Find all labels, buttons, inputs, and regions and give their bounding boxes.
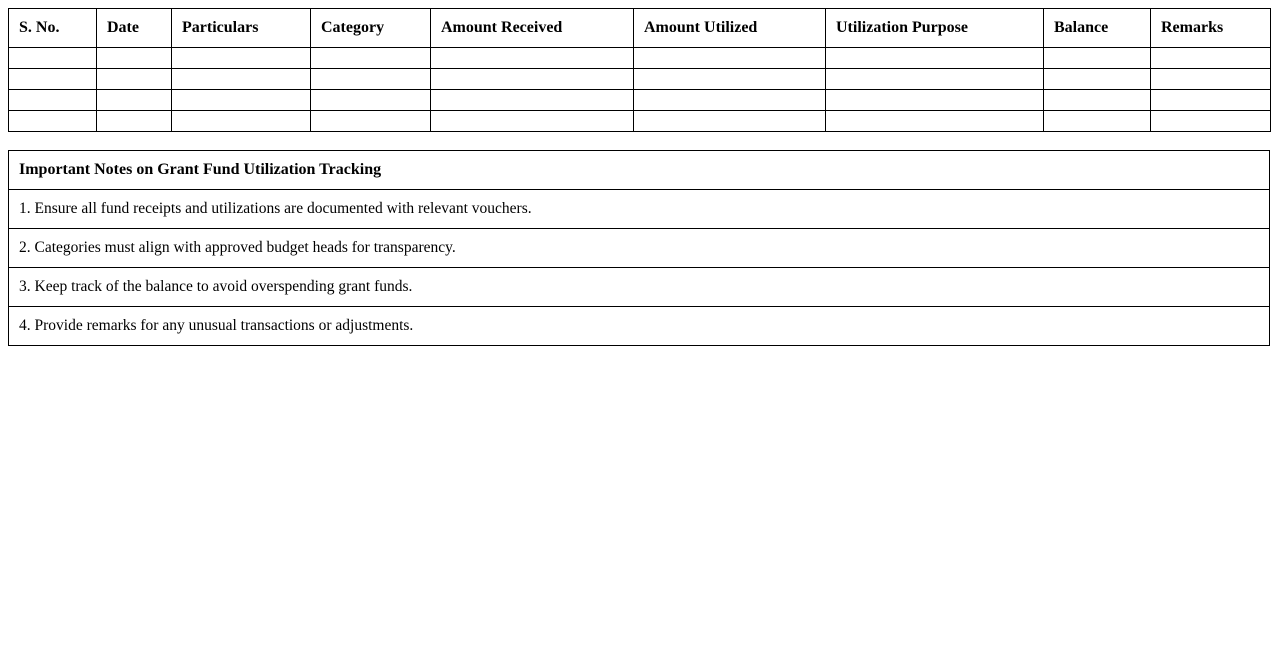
column-header-s-no: S. No. bbox=[9, 9, 97, 48]
table-cell bbox=[172, 90, 311, 111]
table-row bbox=[9, 111, 1271, 132]
table-cell bbox=[97, 69, 172, 90]
column-header-category: Category bbox=[311, 9, 431, 48]
note-item: 1. Ensure all fund receipts and utilizations are documented with relevant vouchers. bbox=[9, 190, 1270, 229]
table-cell bbox=[634, 69, 826, 90]
table-cell bbox=[431, 48, 634, 69]
table-cell bbox=[9, 90, 97, 111]
table-row bbox=[9, 69, 1271, 90]
table-cell bbox=[172, 48, 311, 69]
table-cell bbox=[826, 90, 1044, 111]
table-cell bbox=[9, 69, 97, 90]
table-cell bbox=[431, 90, 634, 111]
table-cell bbox=[826, 69, 1044, 90]
table-cell bbox=[1044, 69, 1151, 90]
table-cell bbox=[1151, 69, 1271, 90]
table-cell bbox=[634, 90, 826, 111]
table-cell bbox=[1151, 48, 1271, 69]
note-item: 2. Categories must align with approved budget heads for transparency. bbox=[9, 229, 1270, 268]
table-cell bbox=[9, 48, 97, 69]
table-cell bbox=[826, 111, 1044, 132]
table-cell bbox=[311, 48, 431, 69]
column-header-amount-received: Amount Received bbox=[431, 9, 634, 48]
table-cell bbox=[431, 111, 634, 132]
notes-header-row bbox=[9, 151, 1270, 190]
table-cell bbox=[431, 69, 634, 90]
table-cell bbox=[1044, 111, 1151, 132]
table-cell bbox=[1044, 48, 1151, 69]
table-cell bbox=[1151, 90, 1271, 111]
table-cell bbox=[172, 111, 311, 132]
note-item: 4. Provide remarks for any unusual transactions or adjustments. bbox=[9, 307, 1270, 346]
table-cell bbox=[826, 48, 1044, 69]
table-cell bbox=[172, 69, 311, 90]
notes-table bbox=[8, 150, 1270, 346]
table-cell bbox=[634, 48, 826, 69]
column-header-balance: Balance bbox=[1044, 9, 1151, 48]
column-header-particulars: Particulars bbox=[172, 9, 311, 48]
table-cell bbox=[311, 69, 431, 90]
column-header-utilization-purpose: Utilization Purpose bbox=[826, 9, 1044, 48]
fund-utilization-table bbox=[8, 8, 1271, 132]
table-header-row bbox=[9, 9, 1271, 48]
table-cell bbox=[9, 111, 97, 132]
note-row bbox=[9, 190, 1270, 229]
note-item: 3. Keep track of the balance to avoid overspending grant funds. bbox=[9, 268, 1270, 307]
table-cell bbox=[97, 90, 172, 111]
table-cell bbox=[97, 111, 172, 132]
table-cell bbox=[634, 111, 826, 132]
notes-title: Important Notes on Grant Fund Utilization Tracking bbox=[9, 151, 1270, 190]
table-row bbox=[9, 48, 1271, 69]
table-cell bbox=[311, 90, 431, 111]
table-row bbox=[9, 90, 1271, 111]
table-cell bbox=[1044, 90, 1151, 111]
column-header-remarks: Remarks bbox=[1151, 9, 1271, 48]
table-cell bbox=[97, 48, 172, 69]
table-cell bbox=[1151, 111, 1271, 132]
note-row bbox=[9, 229, 1270, 268]
table-cell bbox=[311, 111, 431, 132]
column-header-amount-utilized: Amount Utilized bbox=[634, 9, 826, 48]
note-row bbox=[9, 268, 1270, 307]
note-row bbox=[9, 307, 1270, 346]
column-header-date: Date bbox=[97, 9, 172, 48]
